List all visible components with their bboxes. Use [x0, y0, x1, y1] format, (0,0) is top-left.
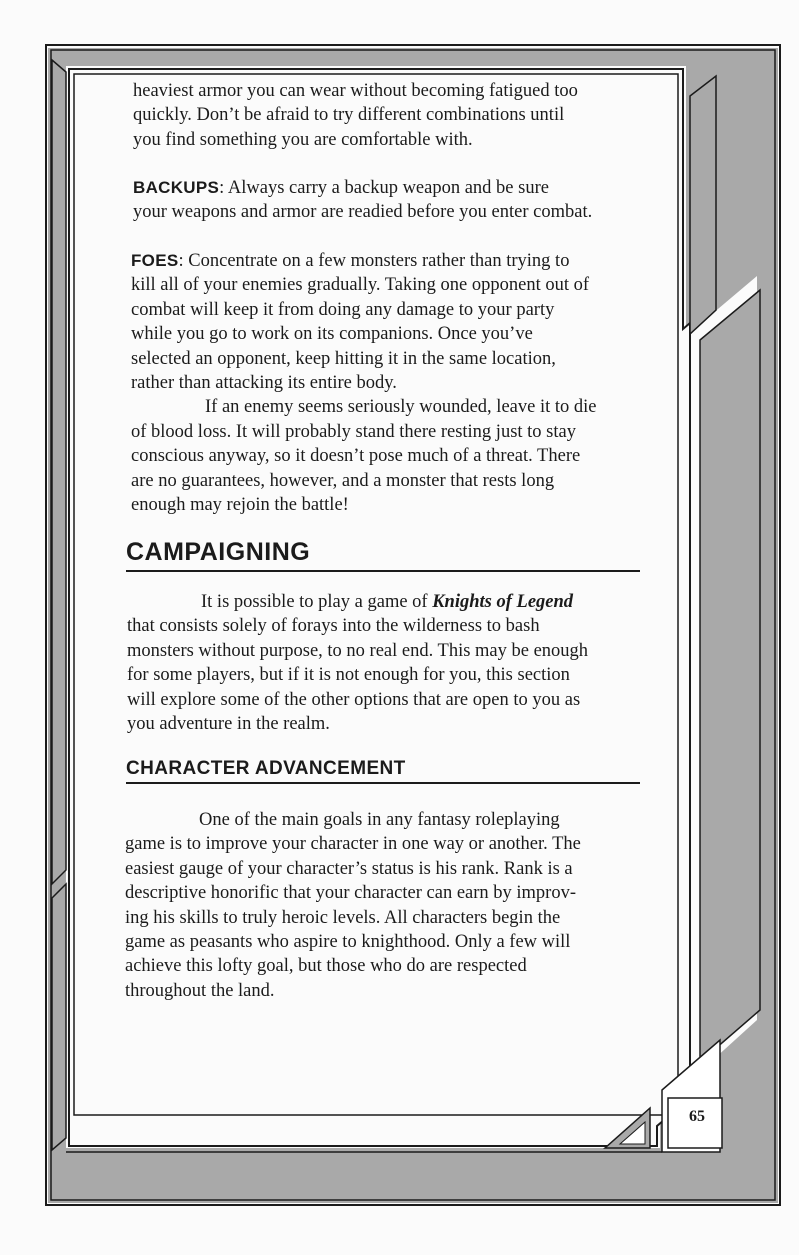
- text-line: conscious anyway, so it doesn’t pose much of a threat. There: [131, 446, 581, 467]
- character-advancement-heading: CHARACTER ADVANCEMENT: [126, 756, 640, 784]
- text-line: achieve this lofty goal, but those who do are respected: [125, 956, 527, 977]
- game-title: Knights of Legend: [432, 592, 574, 612]
- backups-lead: BACKUPS: [133, 178, 220, 197]
- advancement-line1: One of the main goals in any fantasy roleplaying: [199, 810, 560, 830]
- text-line: for some players, but if it is not enough for you, this section: [127, 665, 570, 686]
- intro-paragraph: [133, 79, 655, 152]
- text-line: combat will keep it from doing any damage to your party: [131, 299, 555, 320]
- text-line: monsters without purpose, to no real end. This may be enough: [127, 640, 589, 661]
- text-line: game as peasants who aspire to knighthood. Only a few will: [125, 932, 571, 953]
- text-line: ing his skills to truly heroic levels. All characters begin the: [125, 907, 561, 928]
- backups-paragraph: [133, 176, 655, 225]
- text-line: game is to improve your character in one way or another. The: [125, 834, 581, 855]
- advancement-paragraph: [125, 808, 647, 1003]
- foes-paragraph: [131, 249, 653, 517]
- text-line: [131, 249, 653, 273]
- text-line: of blood loss. It will probably stand there resting just to stay: [131, 421, 576, 442]
- foes-line-rest: : Concentrate on a few monsters rather than trying to: [178, 251, 570, 271]
- text-line: descriptive honorific that your character can earn by improv-: [125, 883, 577, 904]
- campaigning-paragraph: [127, 590, 649, 736]
- text-line: will explore some of the other options that are open to you as: [127, 689, 581, 710]
- border-bevel-left-upper: [52, 60, 66, 884]
- backups-line-rest: : Always carry a backup weapon and be sure: [219, 178, 549, 198]
- foes-lead: FOES: [131, 251, 179, 270]
- text-line: throughout the land.: [125, 980, 275, 1001]
- campaigning-line1: It is possible to play a game of: [201, 592, 433, 612]
- text-line: enough may rejoin the battle!: [131, 495, 349, 516]
- page-number: 65: [689, 1108, 705, 1125]
- text-line: that consists solely of forays into the wilderness to bash: [127, 616, 540, 637]
- border-bevel-left-lower: [52, 884, 66, 1150]
- border-bevel-right: [700, 290, 760, 1062]
- text-line: kill all of your enemies gradually. Taking one opponent out of: [131, 275, 590, 296]
- text-line: are no guarantees, however, and a monster that rests long: [131, 470, 555, 491]
- text-line: [127, 590, 649, 614]
- text-line: you find something you are comfortable with.: [133, 129, 473, 150]
- text-line: selected an opponent, keep hitting it in the same location,: [131, 348, 556, 369]
- text-line: your weapons and armor are readied before you enter combat.: [133, 202, 593, 223]
- text-line: [133, 176, 655, 200]
- campaigning-heading: CAMPAIGNING: [126, 534, 640, 572]
- text-line: while you go to work on its companions. Once you’ve: [131, 324, 533, 345]
- foes-para2-first: If an enemy seems seriously wounded, leave it to die: [205, 397, 597, 418]
- border-bevel-upper: [690, 76, 716, 334]
- text-line: rather than attacking its entire body.: [131, 373, 397, 394]
- text-line: easiest gauge of your character’s status is his rank. Rank is a: [125, 858, 573, 879]
- text-line: heaviest armor you can wear without becoming fatigued too: [133, 81, 578, 101]
- text-line: [131, 395, 653, 419]
- text-line: [125, 808, 647, 832]
- text-line: quickly. Don’t be afraid to try different combinations until: [133, 105, 565, 126]
- text-line: you adventure in the realm.: [127, 714, 330, 735]
